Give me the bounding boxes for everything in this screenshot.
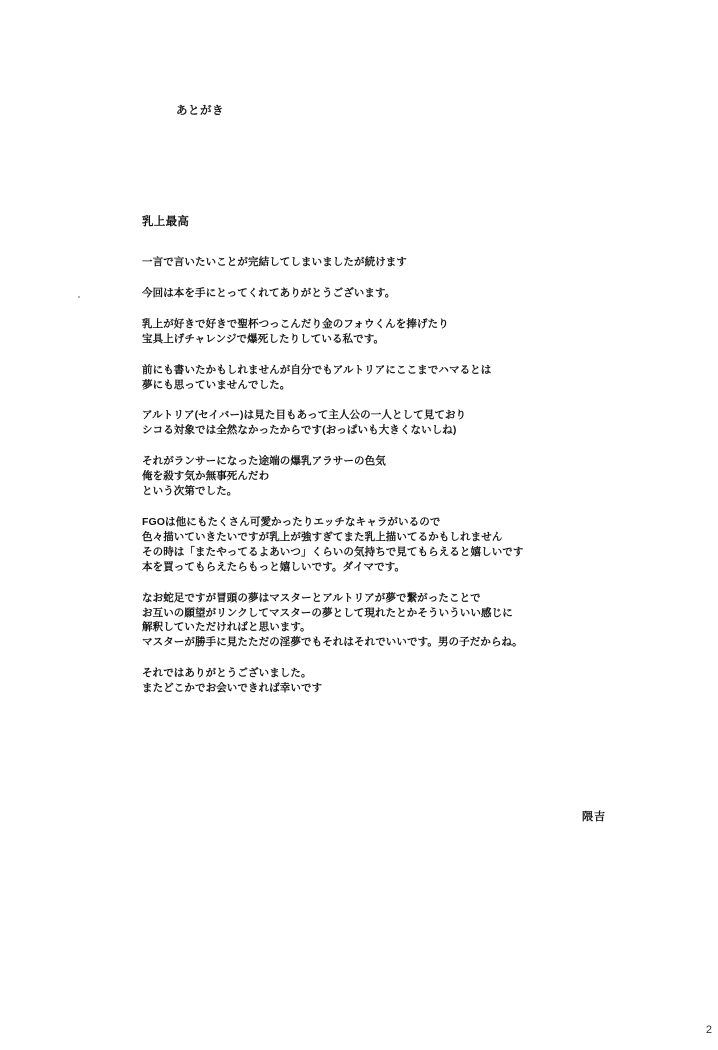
paragraph-line: またどこかでお会いできれば幸いです (142, 682, 323, 695)
paragraph-line: 宝具上げチャレンジで爆死したりしている私です。 (142, 332, 385, 345)
paragraph-line: それではありがとうございました。 (142, 667, 312, 680)
paragraph (142, 454, 592, 499)
paragraph (142, 515, 592, 575)
page-number: 2 (705, 1024, 712, 1036)
paragraph (142, 286, 592, 301)
section-heading: 乳上最高 (142, 216, 190, 228)
afterword-body (142, 213, 592, 712)
paragraph (142, 591, 592, 651)
afterword-title: あとがき (176, 105, 224, 117)
paragraph (142, 363, 592, 393)
paragraph-line: マスターが勝手に見たただの淫夢でもそれはそれでいいです。男の子だからね。 (142, 636, 523, 649)
paragraph-line: 前にも書いたかもしれませんが自分でもアルトリアにここまでハマるとは (142, 363, 492, 376)
paragraph-line: 一言で言いたいことが完結してしまいましたが続けます (142, 256, 407, 268)
paragraph-line: 色々描いていきたいですが乳上が強すぎてまた乳上描いてるかもしれません (142, 530, 503, 543)
paragraph-line: お互いの願望がリンクしてマスターの夢として現れたとかそういういい感じに (142, 606, 513, 619)
paragraph-line: アルトリア(セイバー)は見た目もあって主人公の一人として見ており (142, 409, 467, 422)
paragraph-line: 夢にも思っていませんでした。 (142, 378, 291, 391)
paragraph-line: 本を買ってもらえたらもっと嬉しいです。ダイマです。 (142, 560, 406, 573)
author-signature: 隈吉 (582, 811, 606, 823)
paragraph-line: 俺を殺す気か無事死んだわ (142, 470, 270, 483)
paragraph-line: 乳上が好きで好きで聖杯つっこんだり金のフォウくんを捧げたり (142, 317, 449, 330)
paragraph-line: シコる対象では全然なかったからです(おっぱいも大きくないしね) (142, 424, 457, 437)
paragraph-line: その時は「またやってるよあいつ」くらいの気持ちで見てもらえると嬉しいです (142, 545, 524, 558)
paragraph (142, 408, 592, 438)
paragraph-line: 解釈していただければと思います。 (142, 621, 311, 634)
paragraph-line: 今回は本を手にとってくれてありがとうございます。 (142, 286, 396, 299)
paragraph (142, 255, 592, 270)
paragraph-line: FGOは他にもたくさん可愛かったりエッチなキャラがいるので (142, 515, 441, 528)
stray-dot-mark (78, 296, 80, 298)
paragraph-line: なお蛇足ですが冒頭の夢はマスターとアルトリアが夢で繋がったことで (142, 591, 481, 604)
paragraph (142, 666, 592, 696)
paragraph-line: それがランサーになった途端の爆乳アラサーの色気 (142, 455, 386, 468)
paragraph-line: という次第でした。 (142, 485, 238, 498)
paragraph (142, 317, 592, 347)
